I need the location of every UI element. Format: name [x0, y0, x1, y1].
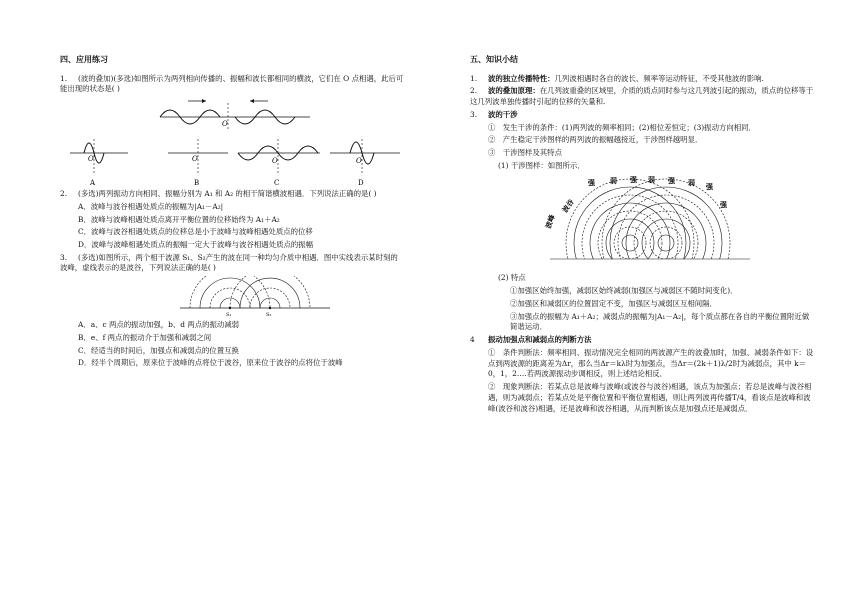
q1-option-a-label: A [90, 179, 96, 188]
method-condition: ① 条件判断法：频率相同、振动情况完全相同的两波源产生的波叠加时，加强、减弱条件如下：设点到两波源的距离差为Δr，那么当Δr＝kλ时为加强点，当Δr＝(2k＋1)λ/2时为减弱点，其中 k＝0，1，2….若两波源振动步调相反，则上述结论相反． [488, 347, 814, 379]
pattern-word-7: 强 [706, 183, 713, 192]
svg-text:O: O [88, 155, 94, 164]
summary-item-1-number: 1. [470, 73, 478, 83]
pattern-word-4: 弱 [648, 176, 655, 185]
summary-item-1-text: 几列波相遇时各自的波长、频率等运动特征，不受其他波的影响. [554, 73, 764, 83]
question-2-number: 2. [60, 189, 68, 199]
interference-pattern-figure [470, 173, 815, 271]
question-1-number: 1. [60, 73, 68, 83]
q1-option-b-figure [168, 139, 228, 187]
summary-item-1 [470, 74, 815, 85]
q2-option-c: C．波峰与波谷相遇处质点的位移总是小于波峰与波峰相遇处质点的位移 [78, 227, 313, 237]
summary-item-3-number: 3. [470, 109, 478, 119]
question-3 [60, 253, 405, 274]
pattern-word-1: 强 [588, 179, 595, 188]
q3-option-a: A．a、c 两点的振动加强，b、d 两点的振动减弱 [78, 320, 240, 330]
svg-text:O: O [356, 157, 362, 166]
q1-o-label: O [222, 120, 228, 129]
q2-option-d: D．波峰与波峰相遇处质点的振幅一定大于波峰与波谷相遇处质点的振幅 [78, 240, 314, 249]
section-heading-summary: 五、知识小结 [470, 55, 518, 64]
right-column [470, 54, 815, 416]
q1-option-c-figure [238, 139, 320, 187]
interference-pattern-title: ③ 干涉图样及其特点 [488, 148, 562, 157]
summary-item-1-title: 波的独立传播特性： [488, 73, 555, 83]
pattern-word-crest: 波峰 [544, 214, 557, 231]
pattern-word-3: 强 [630, 176, 637, 185]
features-title: (2) 特点 [498, 273, 526, 283]
q3-s1-label: S₁ [226, 312, 232, 319]
pattern-word-2: 弱 [610, 177, 617, 186]
q3-option-c: C．经适当的时间后，加强点和减弱点的位置互换 [78, 345, 239, 355]
summary-item-2-text: 在几列波重叠的区域里，介质的质点同时参与这几列波引起的振动，质点的位移等于这几列波单独传播时引起的位移的矢量和. [470, 86, 814, 107]
pattern-word-strong-right: 强 [720, 201, 727, 210]
svg-text:O: O [192, 155, 198, 164]
summary-item-2 [470, 86, 815, 107]
question-2 [60, 189, 405, 200]
q1-options-figure [60, 135, 405, 187]
summary-item-4-title: 振动加强点和减弱点的判断方法 [488, 335, 592, 345]
summary-item-2-title: 波的叠加原理： [488, 86, 540, 96]
summary-item-4 [470, 335, 815, 346]
q1-option-a-figure [70, 139, 128, 187]
summary-item-3-title: 波的干涉 [488, 109, 518, 119]
summary-item-4-number: 4 [470, 335, 475, 345]
pattern-word-6: 弱 [688, 179, 695, 188]
q1-option-c-label: C [274, 179, 280, 188]
question-2-text: (多选)两列振动方向相同、振幅分别为 A₁ 和 A₂ 的相干简谐横波相遇．下列说法正确的是( ) [78, 189, 377, 199]
q3-s2-label: S₂ [266, 312, 272, 319]
pattern-word-5: 强 [668, 177, 675, 186]
summary-item-3 [470, 110, 815, 121]
q1-option-d-label: D [358, 179, 364, 188]
feature-1: ①加强区始终加强，减弱区始终减弱(加强区与减弱区不随时间变化)． [510, 286, 738, 296]
q1-option-b-label: B [194, 179, 200, 188]
q2-option-a: A．波峰与波谷相遇处质点的振幅为|A₁－A₂| [78, 201, 224, 211]
question-3-text: (多选)如图所示，两个相干波源 S₁、S₂产生的波在同一种均匀介质中相遇．图中实线表示某时刻的波峰，虚线表示的是波谷，下列说法正确的是( ) [60, 252, 398, 273]
q2-option-b: B．波峰与波峰相遇处质点离开平衡位置的位移始终为 A₁＋A₂ [78, 214, 280, 224]
q3-interference-figure [60, 276, 405, 318]
left-column [60, 54, 405, 371]
method-phenomenon: ② 现象判断法：若某点总是波峰与波峰(或波谷与波谷)相遇，该点为加强点；若总是波峰与波谷相遇，则为减弱点；若某点处是平衡位置和平衡位置相遇，则让两列波再传播T/4，看该点是波峰和波峰(波谷和波谷)相遇，还是波峰和波谷相遇，从而判断该点是加强点还是减弱点． [488, 382, 812, 413]
interference-clarity: ② 产生稳定干涉图样的两列波的振幅越接近，干涉图样越明显． [488, 135, 703, 145]
q1-option-d-figure [330, 139, 400, 187]
question-1-text: (波的叠加)(多选)如图所示为两列相向传播的、振幅和波长都相同的横波，它们在 O 点相遇，此后可能出现的状态是( ) [60, 73, 404, 94]
feature-2: ②加强区和减弱区的位置固定不变，加强区与减弱区互相间隔． [510, 298, 717, 308]
q3-option-b: B．e、f 两点的振动介于加强和减弱之间 [78, 332, 212, 342]
interference-condition: ① 发生干涉的条件：(1)两列波的频率相同；(2)相位差恒定；(3)振动方向相同． [488, 122, 756, 132]
section-heading-practice: 四、应用练习 [60, 55, 108, 64]
feature-3: ③加强点的振幅为 A₁＋A₂；减弱点的振幅为|A₁－A₂|，每个质点都在各自的平衡位置附近做简谐运动． [510, 311, 810, 332]
q1-incoming-waves-figure [60, 97, 405, 133]
q3-option-d: D．经半个周期后，原来位于波峰的点将位于波谷，原来位于波谷的点将位于波峰 [78, 358, 343, 368]
svg-text:O: O [272, 157, 278, 166]
interference-pattern-caption: (1) 干涉图样：如图所示． [498, 160, 585, 170]
question-3-number: 3. [60, 252, 68, 262]
pattern-word-trough: 波谷 [561, 198, 576, 215]
summary-item-2-number: 2. [470, 86, 478, 96]
question-1 [60, 74, 405, 95]
